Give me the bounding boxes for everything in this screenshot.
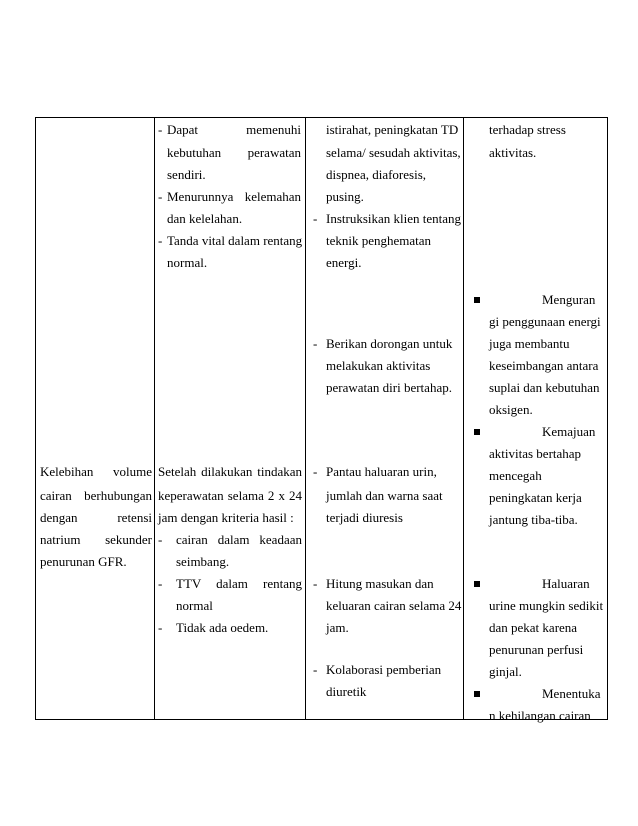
diagnosis-line: natrium sekunder (40, 532, 152, 547)
diagnosis-line: Kelebihan volume (40, 464, 152, 479)
intervention-line: Berikan dorongan untuk (326, 336, 453, 351)
list-dash: - (313, 662, 318, 677)
rationale-line: mencegah (489, 468, 542, 483)
column-divider (154, 118, 155, 719)
criteria-line: jam dengan kriteria hasil : (158, 510, 294, 525)
list-dash: - (313, 576, 318, 591)
list-dash: - (158, 620, 163, 635)
rationale-line: gi penggunaan energi (489, 314, 601, 329)
intervention-line: selama/ sesudah aktivitas, (326, 145, 461, 160)
criteria-line: Menurunnya kelemahan (167, 189, 301, 204)
intervention-line: keluaran cairan selama 24 (326, 598, 462, 613)
intervention-line: jumlah dan warna saat (326, 488, 443, 503)
rationale-line: penurunan perfusi (489, 642, 584, 657)
diagnosis-line: cairan berhubungan (40, 488, 152, 503)
intervention-line: Hitung masukan dan (326, 576, 434, 591)
criteria-line: normal. (167, 255, 208, 270)
criteria-line: TTV dalam rentang (176, 576, 303, 591)
rationale-line: terhadap stress (489, 122, 566, 137)
rationale-line: urine mungkin sedikit (489, 598, 604, 613)
list-dash: - (158, 189, 163, 204)
list-dash: - (158, 122, 163, 137)
criteria-line: Tidak ada oedem. (176, 620, 269, 635)
intervention-line: Instruksikan klien tentang (326, 211, 462, 226)
list-dash: - (158, 233, 163, 248)
square-bullet-icon (474, 691, 480, 697)
rationale-line: suplai dan kebutuhan (489, 380, 600, 395)
criteria-line: normal (176, 598, 213, 613)
criteria-line: Dapat memenuhi (167, 122, 301, 137)
criteria-line: seimbang. (176, 554, 230, 569)
rationale-line: Kemajuan (542, 424, 596, 439)
square-bullet-icon (474, 429, 480, 435)
intervention-line: istirahat, peningkatan TD (326, 122, 459, 137)
intervention-line: teknik penghematan (326, 233, 432, 248)
list-dash: - (158, 576, 163, 591)
list-dash: - (313, 464, 318, 479)
intervention-line: Pantau haluaran urin, (326, 464, 437, 479)
rationale-line: peningkatan kerja (489, 490, 582, 505)
rationale-line: keseimbangan antara (489, 358, 599, 373)
rationale-line: ginjal. (489, 664, 522, 679)
criteria-line: cairan dalam keadaan (176, 532, 302, 547)
intervention-line: terjadi diuresis (326, 510, 403, 525)
list-dash: - (158, 532, 163, 547)
criteria-line: keperawatan selama 2 x 24 (158, 488, 303, 503)
intervention-line: diuretik (326, 684, 367, 699)
list-dash: - (313, 211, 318, 226)
intervention-line: energi. (326, 255, 362, 270)
criteria-line: kebutuhan perawatan (167, 145, 301, 160)
rationale-line: Haluaran (542, 576, 590, 591)
rationale-line: dan pekat karena (489, 620, 578, 635)
square-bullet-icon (474, 297, 480, 303)
rationale-line: aktivitas bertahap (489, 446, 582, 461)
rationale-line: jantung tiba-tiba. (489, 512, 578, 527)
column-divider (305, 118, 306, 719)
criteria-line: Tanda vital dalam rentang (167, 233, 303, 248)
intervention-line: pusing. (326, 189, 364, 204)
square-bullet-icon (474, 581, 480, 587)
list-dash: - (313, 336, 318, 351)
diagnosis-line: dengan retensi (40, 510, 152, 525)
intervention-line: melakukan aktivitas (326, 358, 431, 373)
criteria-line: Setelah dilakukan tindakan (158, 464, 303, 479)
rationale-line: Menguran (542, 292, 596, 307)
criteria-line: dan kelelahan. (167, 211, 243, 226)
intervention-line: Kolaborasi pemberian (326, 662, 442, 677)
rationale-line: Menentuka (542, 686, 601, 701)
intervention-line: perawatan diri bertahap. (326, 380, 452, 395)
intervention-line: jam. (326, 620, 349, 635)
criteria-line: sendiri. (167, 167, 206, 182)
diagnosis-line: penurunan GFR. (40, 554, 127, 569)
rationale-line: n kehilangan cairan (489, 708, 591, 723)
rationale-line: oksigen. (489, 402, 533, 417)
intervention-line: dispnea, diaforesis, (326, 167, 427, 182)
column-divider (463, 118, 464, 719)
rationale-line: juga membantu (489, 336, 570, 351)
rationale-line: aktivitas. (489, 145, 537, 160)
